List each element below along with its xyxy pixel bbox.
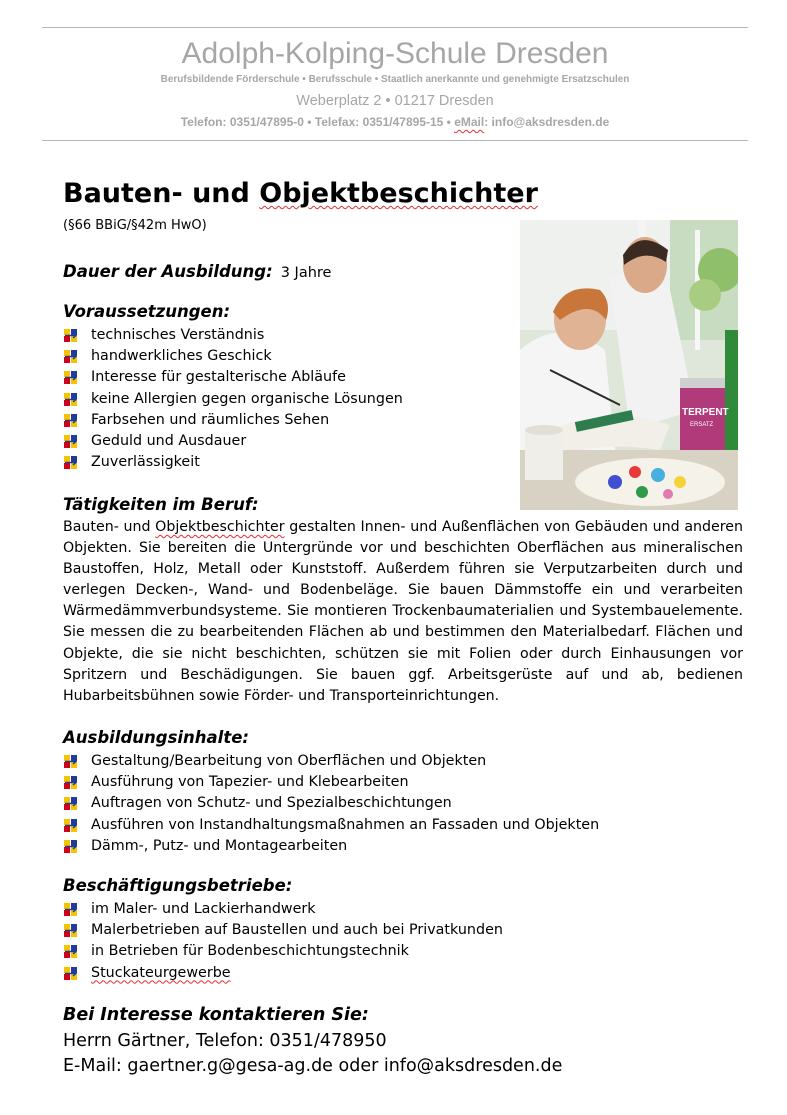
contents-list: [63, 751, 599, 857]
list-bullet-icon: [64, 393, 77, 406]
contact-prefix: Telefon: 0351/47895-0 • Telefax: 0351/47895-15 •: [180, 115, 455, 129]
activities-heading: Tätigkeiten im Beruf:: [63, 495, 259, 514]
email-label: eMail: [454, 115, 485, 129]
list-bullet-icon: [64, 945, 77, 958]
list-item: Dämm-, Putz- und Montagearbeiten: [63, 836, 599, 857]
school-contact-line: [42, 115, 748, 129]
list-item: Interesse für gestalterische Abläufe: [63, 367, 403, 388]
list-bullet-icon: [64, 435, 77, 448]
list-item: in Betrieben für Bodenbeschichtungstechnik: [63, 941, 503, 962]
requirements-heading: Voraussetzungen:: [63, 302, 231, 321]
list-bullet-icon: [64, 819, 77, 832]
list-bullet-icon: [64, 371, 77, 384]
activities-text-word: Objektbeschichter: [155, 519, 285, 535]
school-address: Weberplatz 2 • 01217 Dresden: [296, 93, 494, 109]
contact-email: E-Mail: gaertner.g@gesa-ag.de oder info@aksdresden.de: [63, 1056, 563, 1076]
list-bullet-icon: [64, 924, 77, 937]
requirements-list: [63, 325, 403, 473]
list-bullet-icon: [64, 350, 77, 363]
list-bullet-icon: [64, 329, 77, 342]
contents-heading: Ausbildungsinhalte:: [63, 728, 250, 747]
activities-text: Bauten- und Objektbeschichter gestalten Innen- und Außenflächen von Gebäuden und anderen Objekten. Sie bereiten die Untergründe vor und beschichten Oberflächen aus mineralischen Baustoffen, Holz, Metall oder Kunststoff. Außerdem führen sie Verputzarbeiten durch und verlegen Decken-, Wand- und Bodenbeläge. Sie bauen Dämmstoffe ein und verarbeiten Wärmedämmverbundsysteme. Sie montieren Trockenbaumaterialien und Systembauelemente. Sie messen die zu bearbeitenden Flächen ab und bestimmen den Materialbedarf. Flächen und Objekte, die sie nicht beschichten, schützen sie mit Folien oder durch Einhausungen vor Spritzern und Beschädigungen. Sie bauen ggf. Arbeitsgerüste auf und ab, bedienen Hubarbeitsbühnen sowie Förder- und Transporteinrichtungen.: [63, 519, 743, 704]
page-title: [63, 178, 538, 209]
list-item: Malerbetrieben auf Baustellen und auch bei Privatkunden: [63, 920, 503, 941]
list-item: Gestaltung/Bearbeitung von Oberflächen und Objekten: [63, 751, 599, 772]
header-bottom-rule: [42, 140, 748, 141]
list-bullet-icon: [64, 776, 77, 789]
can-sublabel: ERSATZ: [690, 422, 714, 428]
list-bullet-icon: [64, 755, 77, 768]
list-bullet-icon: [64, 414, 77, 427]
apprentice-painting-photo: [520, 220, 738, 510]
list-item: Stuckateurgewerbe: [63, 963, 503, 984]
duration-label: Dauer der Ausbildung:: [63, 262, 273, 281]
list-bullet-icon: [64, 903, 77, 916]
employers-list: [63, 899, 503, 984]
title-part2: Objektbeschichter: [259, 178, 538, 209]
employers-heading: Beschäftigungsbetriebe:: [63, 876, 293, 895]
list-bullet-icon: [64, 967, 77, 980]
header-top-rule: [42, 27, 748, 28]
duration-line: [63, 262, 331, 281]
list-bullet-icon: [64, 797, 77, 810]
list-item: Zuverlässigkeit: [63, 452, 403, 473]
list-item: keine Allergien gegen organische Lösungen: [63, 389, 403, 410]
title-part1: Bauten- und: [63, 178, 260, 209]
list-item: Ausführung von Tapezier- und Klebearbeiten: [63, 772, 599, 793]
duration-value: 3 Jahre: [280, 265, 332, 281]
school-name: Adolph-Kolping-Schule Dresden: [181, 37, 609, 70]
list-item: handwerkliches Geschick: [63, 346, 403, 367]
legal-reference: (§66 BBiG/§42m HwO): [63, 218, 207, 233]
list-item: Geduld und Ausdauer: [63, 431, 403, 452]
list-bullet-icon: [64, 840, 77, 853]
contact-heading: Bei Interesse kontaktieren Sie:: [63, 1005, 369, 1025]
list-item: im Maler- und Lackierhandwerk: [63, 899, 503, 920]
list-item: Auftragen von Schutz- und Spezialbeschichtungen: [63, 793, 599, 814]
can-label: TERPENT: [682, 407, 729, 418]
school-subtitle: Berufsbildende Förderschule • Berufsschule • Staatlich anerkannte und genehmigte Ersatzschulen: [160, 74, 630, 85]
list-item: Ausführen von Instandhaltungsmaßnahmen an Fassaden und Objekten: [63, 815, 599, 836]
list-bullet-icon: [64, 456, 77, 469]
list-item: Farbsehen und räumliches Sehen: [63, 410, 403, 431]
contact-suffix: : info@aksdresden.de: [484, 115, 610, 129]
contact-person: Herrn Gärtner, Telefon: 0351/478950: [63, 1031, 387, 1051]
list-item: technisches Verständnis: [63, 325, 403, 346]
